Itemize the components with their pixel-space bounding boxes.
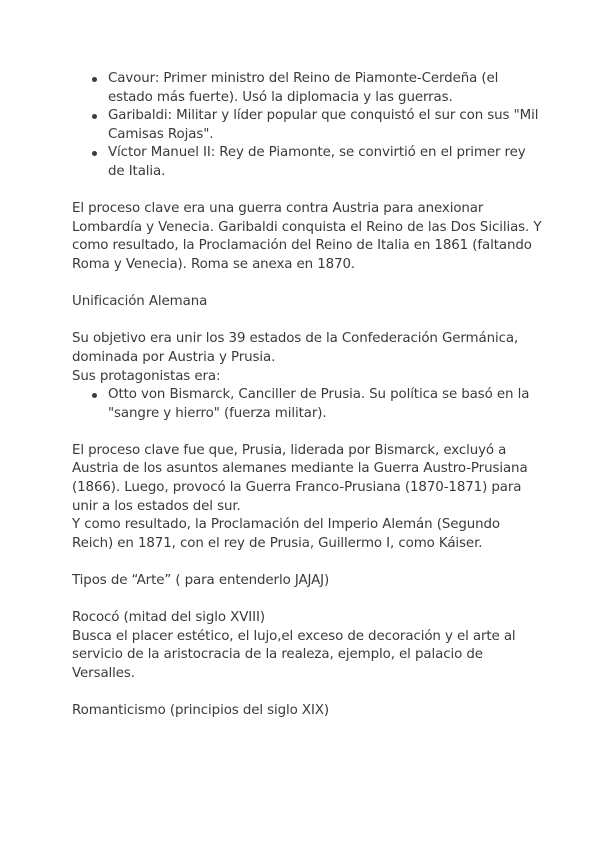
paragraph-proceso-alemania: El proceso clave fue que, Prusia, liderada por Bismarck, excluyó a Austria de los asuntos alemanes mediante la Guerra Austro-Prusiana (1866). Luego, provocó la Guerra Franco-Prusiana (1870-1871) para unir a los estados del sur. bbox=[72, 442, 528, 514]
paragraph-objetivo: Su objetivo era unir los 39 estados de la Confederación Germánica, dominada por Austria y Prusia. bbox=[72, 331, 519, 365]
heading-tipos-de-arte: Tipos de “Arte” ( para entenderlo JAJAJ) bbox=[72, 573, 330, 589]
paragraph-italia-proceso: El proceso clave era una guerra contra Austria para anexionar Lombardía y Venecia. Garibaldi conquista el Reino de las Dos Sicilias. Y como resultado, la Proclamación del Reino de Italia en 1861 (faltando Roma y Venecia). Roma se anexa en 1870. bbox=[72, 201, 542, 272]
list-item-garibaldi: Garibaldi: Militar y líder popular que conquistó el sur con sus "Mil Camisas Rojas". bbox=[108, 107, 542, 144]
document-page bbox=[72, 70, 542, 721]
list-item-victor-manuel: Víctor Manuel II: Rey de Piamonte, se convirtió en el primer rey de Italia. bbox=[108, 144, 542, 181]
list-item-bismarck: Otto von Bismarck, Canciller de Prusia. Su política se basó en la "sangre y hierro" (fuerza militar). bbox=[108, 386, 542, 423]
protagonistas-label: Sus protagonistas era: bbox=[72, 368, 221, 384]
paragraph-resultado-alemania: Y como resultado, la Proclamación del Imperio Alemán (Segundo Reich) en 1871, con el rey de Prusia, Guillermo I, como Káiser. bbox=[72, 517, 501, 551]
paragraph-rococo: Busca el placer estético, el lujo,el exceso de decoración y el arte al servicio de la aristocracia de la realeza, ejemplo, el palacio de Versalles. bbox=[72, 628, 516, 681]
heading-rococo: Rococó (mitad del siglo XVIII) bbox=[72, 610, 265, 626]
heading-unificacion-alemana: Unificación Alemana bbox=[72, 294, 208, 310]
italia-protagonists-list bbox=[72, 70, 542, 182]
list-item-cavour: Cavour: Primer ministro del Reino de Piamonte-Cerdeña (el estado más fuerte). Usó la diplomacia y las guerras. bbox=[108, 70, 542, 107]
heading-romanticismo: Romanticismo (principios del siglo XIX) bbox=[72, 703, 330, 719]
alemania-protagonists-list bbox=[72, 386, 542, 423]
